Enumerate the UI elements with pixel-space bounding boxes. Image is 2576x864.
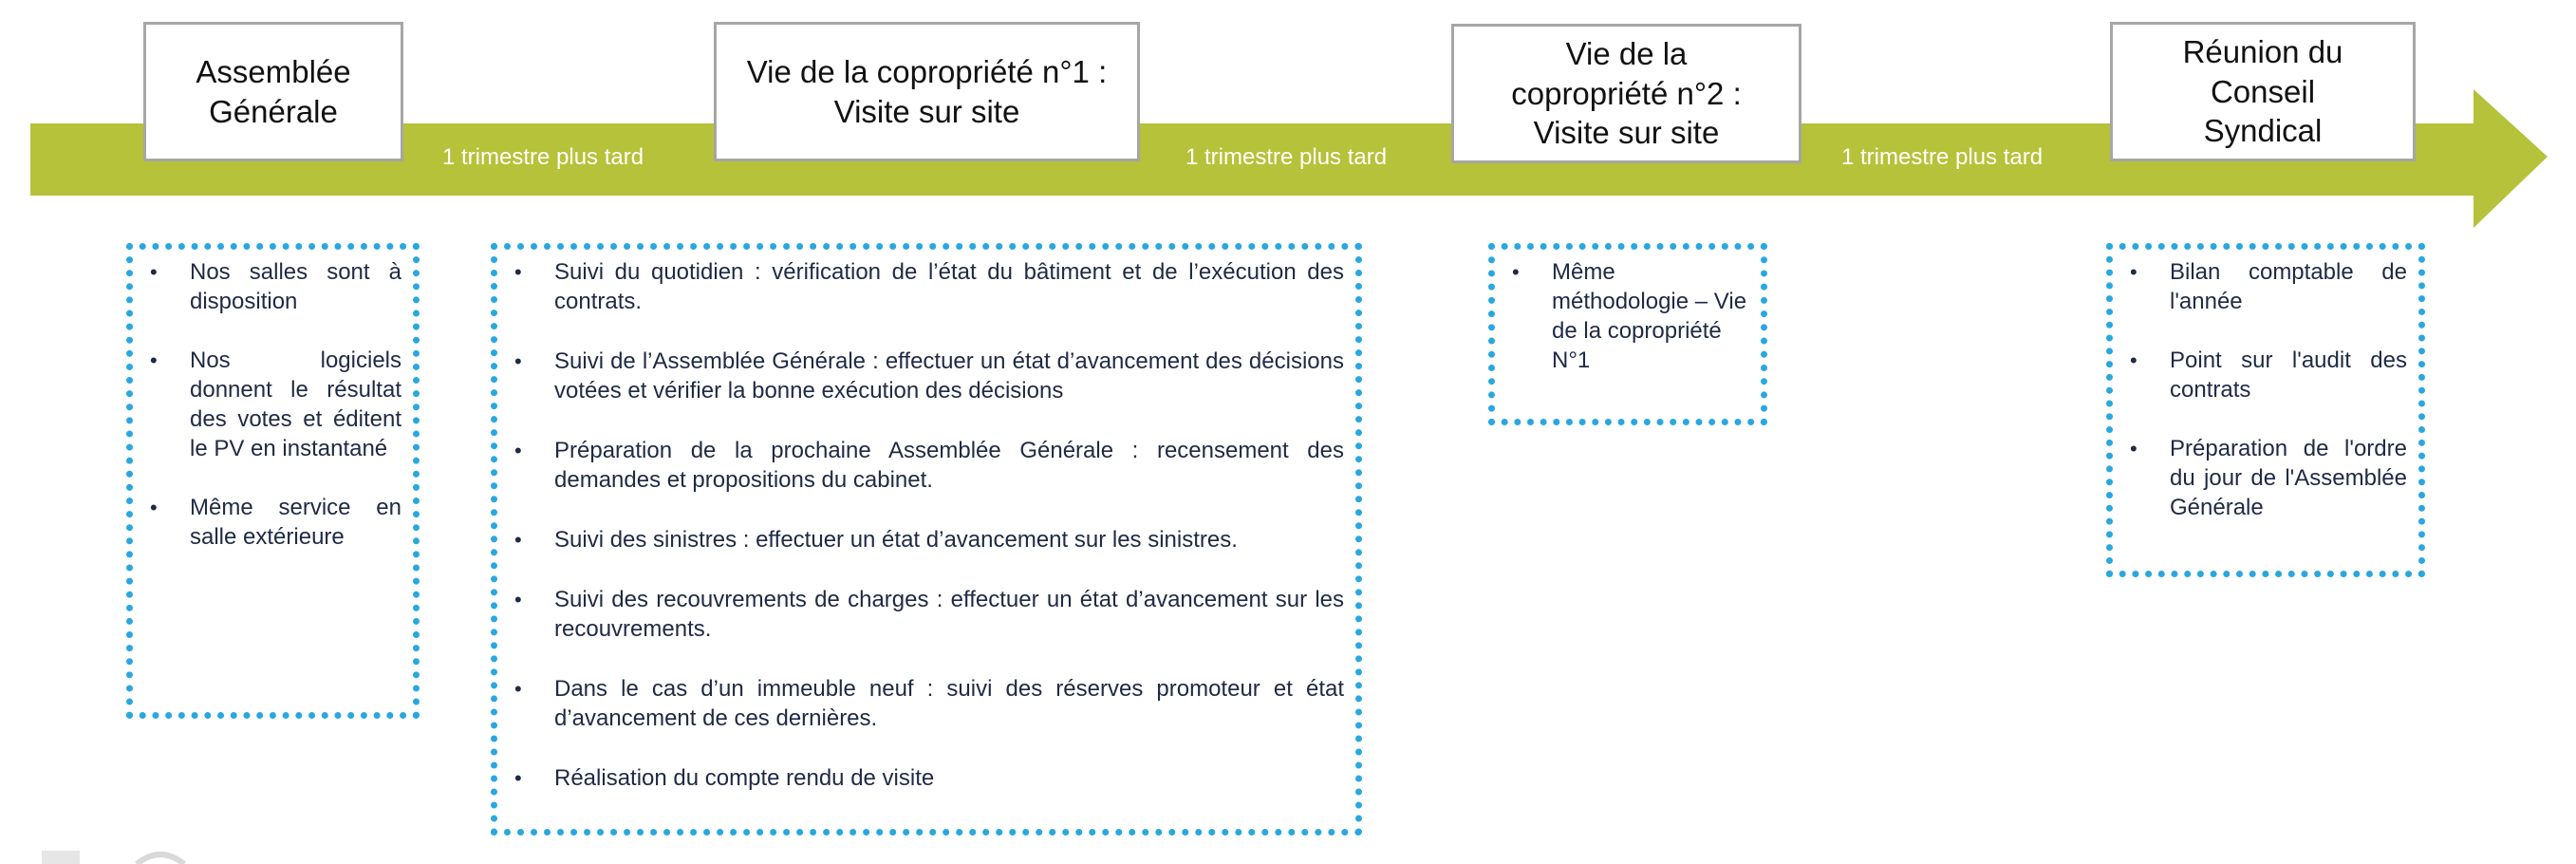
details-item: • Suivi du quotidien : vérification de l’état du bâtiment et de l’exécution des contrats. bbox=[514, 257, 1344, 316]
logo-fragment-icon bbox=[42, 845, 194, 864]
details-item: • Préparation de la prochaine Assemblée Générale : recensement des demandes et propositions du cabinet. bbox=[514, 436, 1344, 495]
details-list bbox=[1512, 257, 1749, 375]
details-item: • Même service en salle extérieure bbox=[150, 493, 401, 552]
details-list bbox=[514, 257, 1344, 793]
details-assemblee-generale bbox=[126, 243, 420, 719]
details-item: • Suivi des sinistres : effectuer un état d’avancement sur les sinistres. bbox=[514, 525, 1344, 554]
logo-fragment-bar bbox=[42, 851, 80, 864]
logo-fragment-arc bbox=[137, 855, 184, 864]
gap-label-3: 1 trimestre plus tard bbox=[1841, 144, 2044, 170]
details-item: • Suivi de l’Assemblée Générale : effectuer un état d’avancement des décisions votées et vérifier la bonne exécution des décisions bbox=[514, 347, 1344, 405]
stage-label: Vie de la copropriété n°2 : Visite sur site bbox=[1511, 35, 1742, 151]
gap-label-1: 1 trimestre plus tard bbox=[442, 144, 644, 170]
details-item: • Point sur l'audit des contrats bbox=[2130, 346, 2407, 404]
details-item: • Bilan comptable de l'année bbox=[2130, 257, 2407, 316]
details-item: • Préparation de l'ordre du jour de l'Assemblée Générale bbox=[2130, 434, 2407, 522]
details-vie-copropriete-2 bbox=[1488, 243, 1767, 425]
stage-assemblee-generale bbox=[143, 22, 403, 161]
details-reunion-conseil-syndical bbox=[2106, 243, 2425, 577]
details-item: • Dans le cas d’un immeuble neuf : suivi des réserves promoteur et état d’avancement de ces dernières. bbox=[514, 674, 1344, 733]
stage-vie-copropriete-1 bbox=[714, 22, 1140, 161]
details-item: • Nos salles sont à disposition bbox=[150, 257, 401, 316]
stage-label: Assemblée Générale bbox=[196, 53, 351, 129]
gap-label-2: 1 trimestre plus tard bbox=[1185, 144, 1388, 170]
details-list bbox=[2130, 257, 2407, 522]
stage-label: Réunion du Conseil Syndical bbox=[2182, 33, 2343, 149]
stage-label: Vie de la copropriété n°1 : Visite sur site bbox=[746, 53, 1108, 129]
details-list bbox=[150, 257, 401, 552]
details-item: • Suivi des recouvrements de charges : effectuer un état d’avancement sur les recouvrements. bbox=[514, 585, 1344, 644]
details-item: • Même méthodologie – Vie de la copropriété N°1 bbox=[1512, 257, 1749, 375]
details-vie-copropriete-1 bbox=[491, 243, 1362, 836]
stage-reunion-conseil-syndical bbox=[2110, 22, 2416, 161]
details-item: • Réalisation du compte rendu de visite bbox=[514, 763, 1344, 793]
details-item: • Nos logiciels donnent le résultat des votes et éditent le PV en instantané bbox=[150, 346, 401, 463]
stage-vie-copropriete-2 bbox=[1451, 24, 1801, 163]
